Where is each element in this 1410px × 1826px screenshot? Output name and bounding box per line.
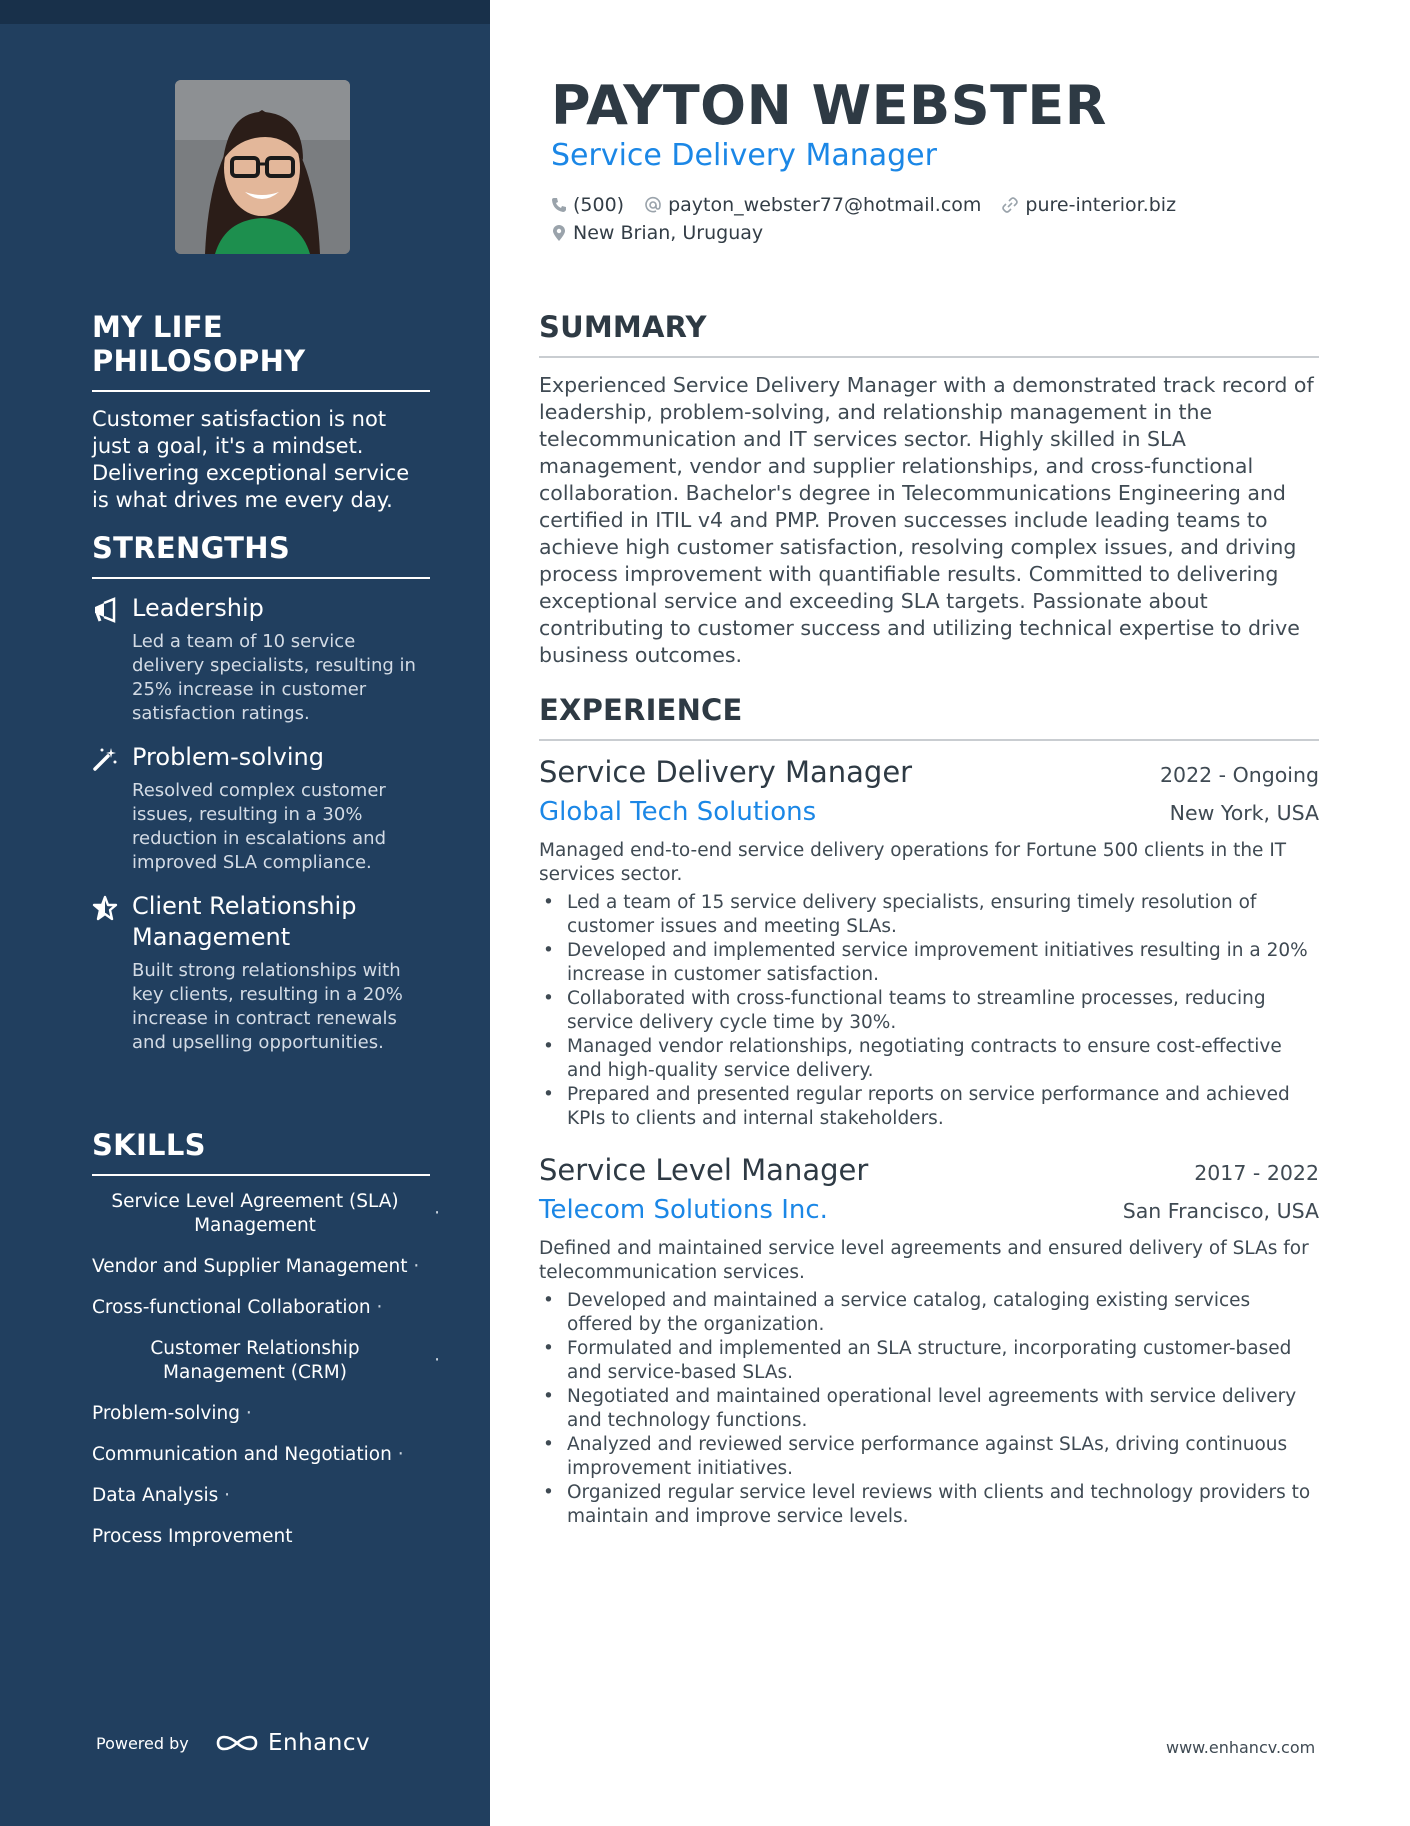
skill-separator: ·	[376, 1297, 383, 1318]
candidate-role: Service Delivery Manager	[551, 138, 937, 173]
strengths-section	[92, 531, 430, 1055]
skill-separator: ·	[224, 1485, 231, 1506]
job-bullets	[539, 891, 1319, 1131]
skill-separator: ·	[434, 1203, 440, 1224]
skill-item	[92, 1190, 440, 1238]
skills-heading: SKILLS	[92, 1128, 430, 1176]
job-location: New York, USA	[1169, 801, 1319, 825]
job-description: Defined and maintained service level agreements and ensured delivery of SLAs for telecommunication services.	[539, 1238, 1309, 1283]
job-bullet: • Organized regular service level reviews with clients and technology providers to maintain and improve service levels.	[539, 1481, 1319, 1529]
sidebar-top-bar	[0, 0, 490, 24]
job-bullet: • Analyzed and reviewed service performance against SLAs, driving continuous improvement initiatives.	[539, 1433, 1319, 1481]
contact-phone[interactable]	[551, 194, 624, 216]
phone-text: (500)	[573, 194, 625, 216]
contact-website[interactable]	[1001, 194, 1176, 216]
job-description: Managed end-to-end service delivery operations for Fortune 500 clients in the IT services sector.	[539, 840, 1287, 885]
skill-item	[92, 1484, 430, 1508]
email-text: payton_webster77@hotmail.com	[668, 194, 982, 216]
candidate-name: PAYTON WEBSTER	[551, 74, 1107, 137]
strength-desc: Led a team of 10 service delivery specialists, resulting in 25% increase in customer satisfaction ratings.	[132, 631, 416, 724]
job-entry	[539, 755, 1319, 1131]
strength-item	[92, 742, 430, 875]
job-dates: 2022 - Ongoing	[1160, 763, 1319, 787]
magic-wand-icon	[92, 746, 118, 772]
job-company[interactable]: Telecom Solutions Inc.	[539, 1195, 828, 1225]
sidebar	[0, 0, 490, 1826]
job-title: Service Delivery Manager	[539, 755, 913, 789]
skill-item	[92, 1255, 430, 1279]
skill-separator: ·	[413, 1256, 420, 1277]
strength-title: Leadership	[132, 594, 264, 622]
contact-email[interactable]	[644, 194, 981, 216]
powered-by-label: Powered by	[96, 1734, 189, 1753]
contact-row	[551, 194, 1196, 216]
skill-label: Vendor and Supplier Management	[92, 1256, 408, 1277]
strength-title: Client Relationship Management	[132, 892, 357, 951]
skill-separator: ·	[397, 1444, 404, 1465]
strength-item	[92, 593, 430, 726]
philosophy-heading: MY LIFE PHILOSOPHY	[92, 310, 430, 392]
at-icon	[644, 196, 662, 214]
enhancv-logo-text: Enhancv	[268, 1730, 371, 1756]
experience-heading: EXPERIENCE	[539, 693, 1319, 741]
strength-desc: Built strong relationships with key clients, resulting in a 20% increase in contract renewals and upselling opportunities.	[132, 960, 403, 1053]
job-bullets	[539, 1289, 1319, 1529]
megaphone-icon	[92, 597, 118, 623]
footer-website-link[interactable]: www.enhancv.com	[1166, 1738, 1316, 1757]
strength-desc: Resolved complex customer issues, resulting in a 30% reduction in escalations and improved SLA compliance.	[132, 780, 386, 873]
job-bullet: • Developed and implemented service improvement initiatives resulting in a 20% increase in customer satisfaction.	[539, 939, 1319, 987]
philosophy-section	[92, 310, 430, 514]
skill-item	[92, 1296, 430, 1320]
skill-label: Service Level Agreement (SLA) Management	[111, 1191, 399, 1236]
skill-item	[92, 1525, 430, 1549]
skill-label: Process Improvement	[92, 1526, 293, 1547]
job-bullet: • Formulated and implemented an SLA structure, incorporating customer-based and service-based SLAs.	[539, 1337, 1319, 1385]
job-title: Service Level Manager	[539, 1153, 869, 1187]
skill-label: Communication and Negotiation	[92, 1444, 392, 1465]
skills-section	[92, 1128, 440, 1566]
job-bullet: • Developed and maintained a service catalog, cataloging existing services offered by the organization.	[539, 1289, 1319, 1337]
skill-separator: ·	[245, 1403, 252, 1424]
job-company[interactable]: Global Tech Solutions	[539, 797, 817, 827]
link-icon	[1001, 196, 1019, 214]
enhancv-logo-icon	[214, 1730, 260, 1756]
job-entry	[539, 1153, 1319, 1529]
location-text: New Brian, Uruguay	[573, 222, 764, 244]
phone-icon	[551, 197, 567, 213]
summary-heading: SUMMARY	[539, 310, 1319, 358]
strength-title: Problem-solving	[132, 743, 324, 771]
skill-item	[92, 1443, 430, 1467]
job-bullet: • Managed vendor relationships, negotiating contracts to ensure cost-effective and high-quality service delivery.	[539, 1035, 1319, 1083]
skill-label: Customer Relationship Management (CRM)	[150, 1338, 360, 1383]
philosophy-text: Customer satisfaction is not just a goal, it's a mindset. Delivering exceptional service is what drives me every day.	[92, 407, 410, 512]
skill-label: Problem-solving	[92, 1403, 240, 1424]
job-location: San Francisco, USA	[1122, 1199, 1319, 1223]
strength-item	[92, 891, 430, 1055]
skill-label: Data Analysis	[92, 1485, 219, 1506]
profile-photo	[175, 80, 350, 254]
enhancv-logo[interactable]	[214, 1730, 370, 1756]
strengths-heading: STRENGTHS	[92, 531, 430, 579]
skill-separator: ·	[434, 1350, 440, 1371]
location-pin-icon	[551, 224, 567, 242]
contact-location	[551, 222, 763, 244]
skill-label: Cross-functional Collaboration	[92, 1297, 371, 1318]
summary-section	[539, 310, 1319, 669]
job-bullet: • Led a team of 15 service delivery specialists, ensuring timely resolution of customer issues and meeting SLAs.	[539, 891, 1319, 939]
contact-row-2	[551, 222, 783, 244]
summary-text: Experienced Service Delivery Manager with a demonstrated track record of leadership, problem-solving, and relationship management in the telecommunication and IT services sector. Highly skilled in SLA management, vendor and supplier relationships, and cross-functional collaboration. Bachelor's degree in Telecommunications Engineering and certified in ITIL v4 and PMP. Proven successes include leading teams to achieve high customer satisfaction, resolving complex issues, and driving process improvement with quantifiable results. Committed to delivering exceptional service and exceeding SLA targets. Passionate about contributing to customer success and utilizing technical expertise to drive business outcomes.	[539, 373, 1314, 667]
job-bullet: • Negotiated and maintained operational level agreements with service delivery and technology functions.	[539, 1385, 1319, 1433]
skill-item	[92, 1402, 430, 1426]
job-bullet: • Prepared and presented regular reports on service performance and achieved KPIs to clients and internal stakeholders.	[539, 1083, 1319, 1131]
skill-item	[92, 1337, 440, 1385]
experience-section	[539, 693, 1319, 1529]
job-bullet: • Collaborated with cross-functional teams to streamline processes, reducing service delivery cycle time by 30%.	[539, 987, 1319, 1035]
website-text: pure-interior.biz	[1025, 194, 1177, 216]
job-dates: 2017 - 2022	[1194, 1161, 1319, 1185]
star-icon	[92, 895, 118, 921]
